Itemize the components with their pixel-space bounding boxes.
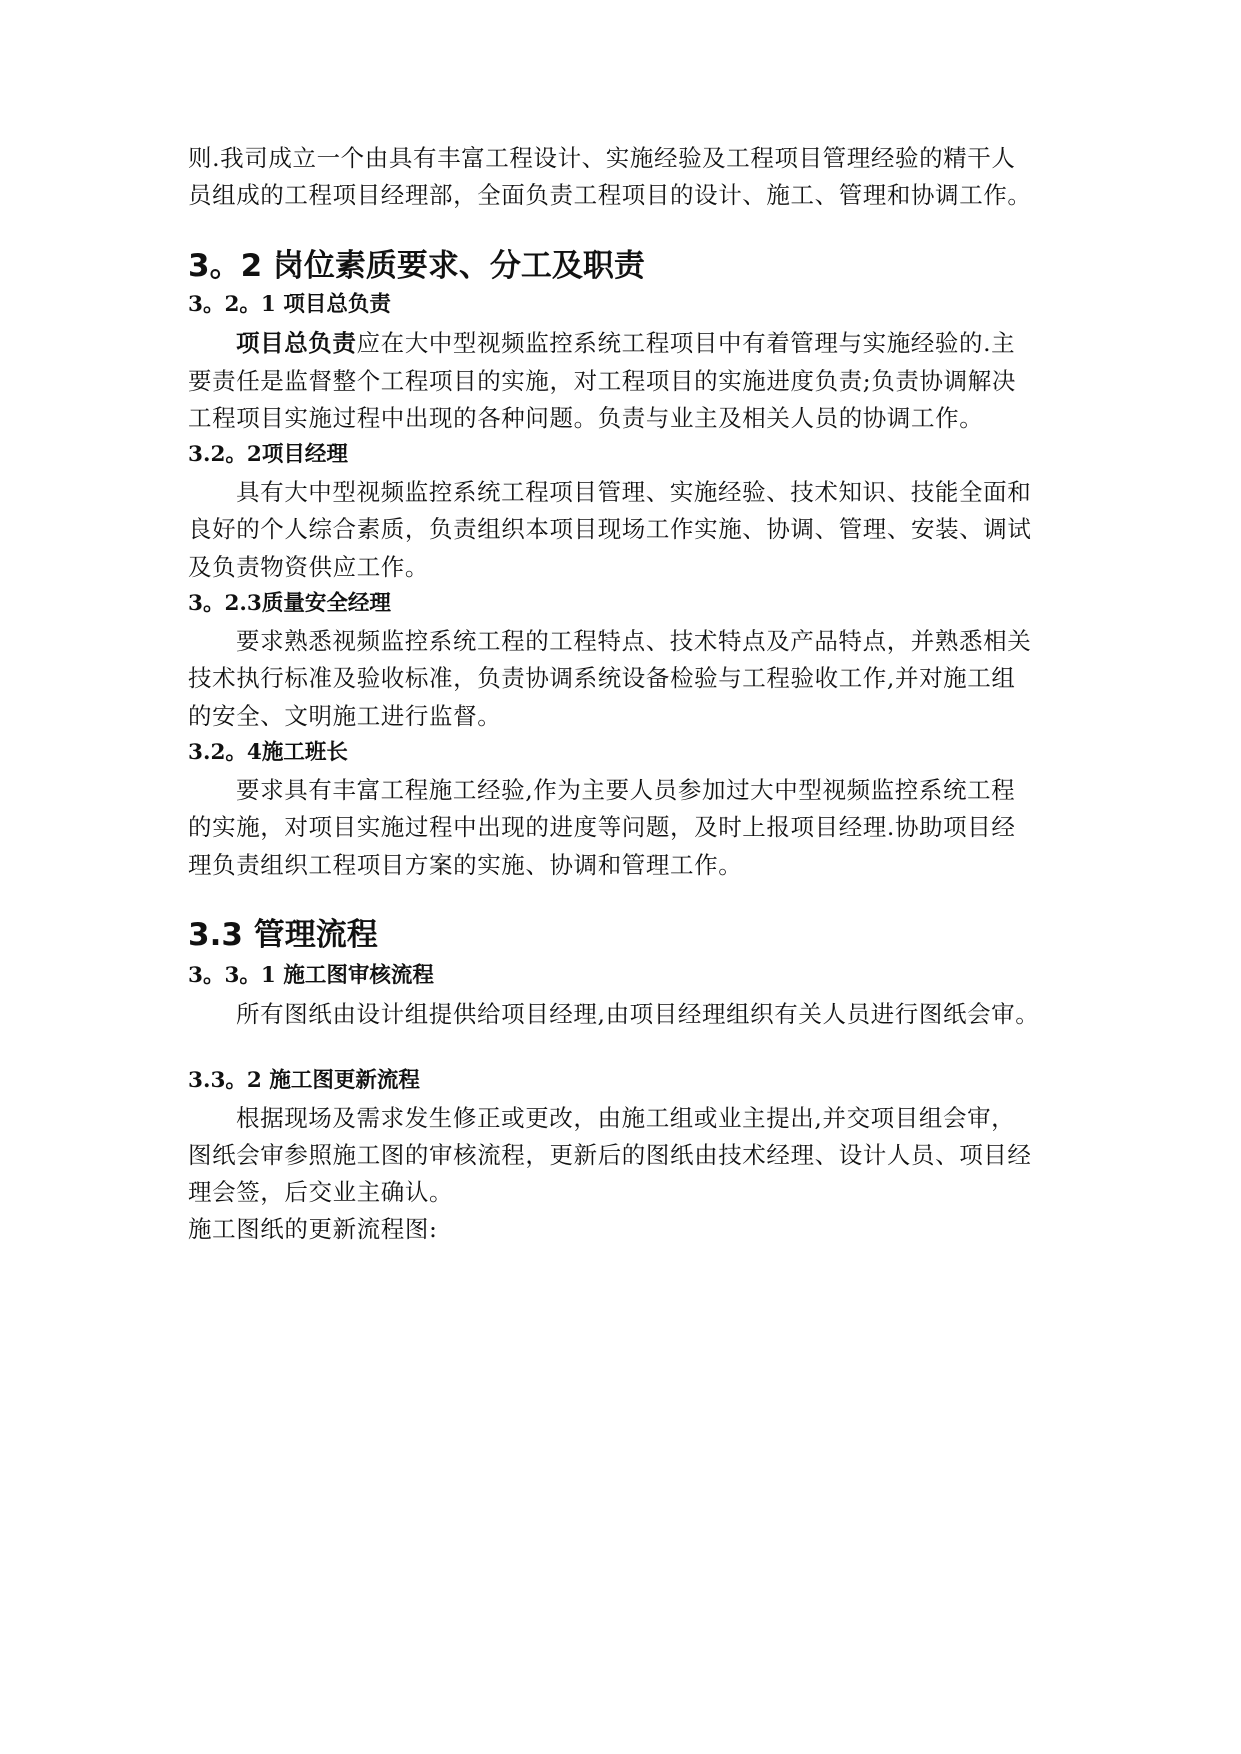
- figure-caption: 施工图纸的更新流程图:: [188, 1215, 438, 1243]
- section-heading-3-2: 3。2 岗位素质要求、分工及职责: [188, 248, 645, 284]
- para-3-3-2-line-3: 理会签，后交业主确认。: [188, 1178, 454, 1206]
- para-3-2-3-line-2: 技术执行标准及验收标准，负责协调系统设备检验与工程验收工作,并对施工组: [188, 664, 1016, 692]
- para-3-2-1-line-3: 工程项目实施过程中出现的各种问题。负责与业主及相关人员的协调工作。: [188, 404, 984, 432]
- para-3-2-1-line-1: [236, 328, 1015, 358]
- subsection-heading-3-3-1: 3。3。1 施工图审核流程: [188, 963, 434, 988]
- para-3-2-2-line-2: 良好的个人综合素质，负责组织本项目现场工作实施、协调、管理、安装、调试: [188, 515, 1032, 543]
- para-3-2-4-line-2: 的实施，对项目实施过程中出现的进度等问题，及时上报项目经理.协助项目经: [188, 813, 1016, 841]
- intro-line-2: 员组成的工程项目经理部，全面负责工程项目的设计、施工、管理和协调工作。: [188, 181, 1032, 209]
- subsection-heading-3-2-3: 3。2.3质量安全经理: [188, 591, 391, 616]
- para-3-2-3-line-3: 的安全、文明施工进行监督。: [188, 702, 502, 730]
- para-text: 应在大中型视频监控系统工程项目中有着管理与实施经验的.主: [356, 329, 1016, 357]
- para-3-3-2-line-1: 根据现场及需求发生修正或更改，由施工组或业主提出,并交项目组会审，: [236, 1104, 1016, 1132]
- para-3-2-2-line-1: 具有大中型视频监控系统工程项目管理、实施经验、技术知识、技能全面和: [236, 478, 1032, 506]
- subsection-heading-3-2-4: 3.2。4施工班长: [188, 740, 348, 765]
- intro-line-1: 则.我司成立一个由具有丰富工程设计、实施经验及工程项目管理经验的精干人: [188, 144, 1016, 172]
- subsection-heading-3-3-2: 3.3。2 施工图更新流程: [188, 1068, 420, 1093]
- subsection-heading-3-2-2: 3.2。2项目经理: [188, 442, 348, 467]
- para-3-3-2-line-2: 图纸会审参照施工图的审核流程，更新后的图纸由技术经理、设计人员、项目经: [188, 1141, 1032, 1169]
- section-heading-3-3: 3.3 管理流程: [188, 917, 378, 953]
- para-3-2-3-line-1: 要求熟悉视频监控系统工程的工程特点、技术特点及产品特点，并熟悉相关: [236, 627, 1032, 655]
- para-3-2-2-line-3: 及负责物资供应工作。: [188, 553, 429, 581]
- bold-lead-term: 项目总负责: [236, 329, 357, 357]
- para-3-3-1-line-1: 所有图纸由设计组提供给项目经理,由项目经理组织有关人员进行图纸会审。: [236, 1000, 1040, 1028]
- para-3-2-4-line-3: 理负责组织工程项目方案的实施、协调和管理工作。: [188, 851, 743, 879]
- subsection-heading-3-2-1: 3。2。1 项目总负责: [188, 292, 391, 317]
- para-3-2-1-line-2: 要责任是监督整个工程项目的实施，对工程项目的实施进度负责;负责协调解决: [188, 367, 1016, 395]
- para-3-2-4-line-1: 要求具有丰富工程施工经验,作为主要人员参加过大中型视频监控系统工程: [236, 776, 1016, 804]
